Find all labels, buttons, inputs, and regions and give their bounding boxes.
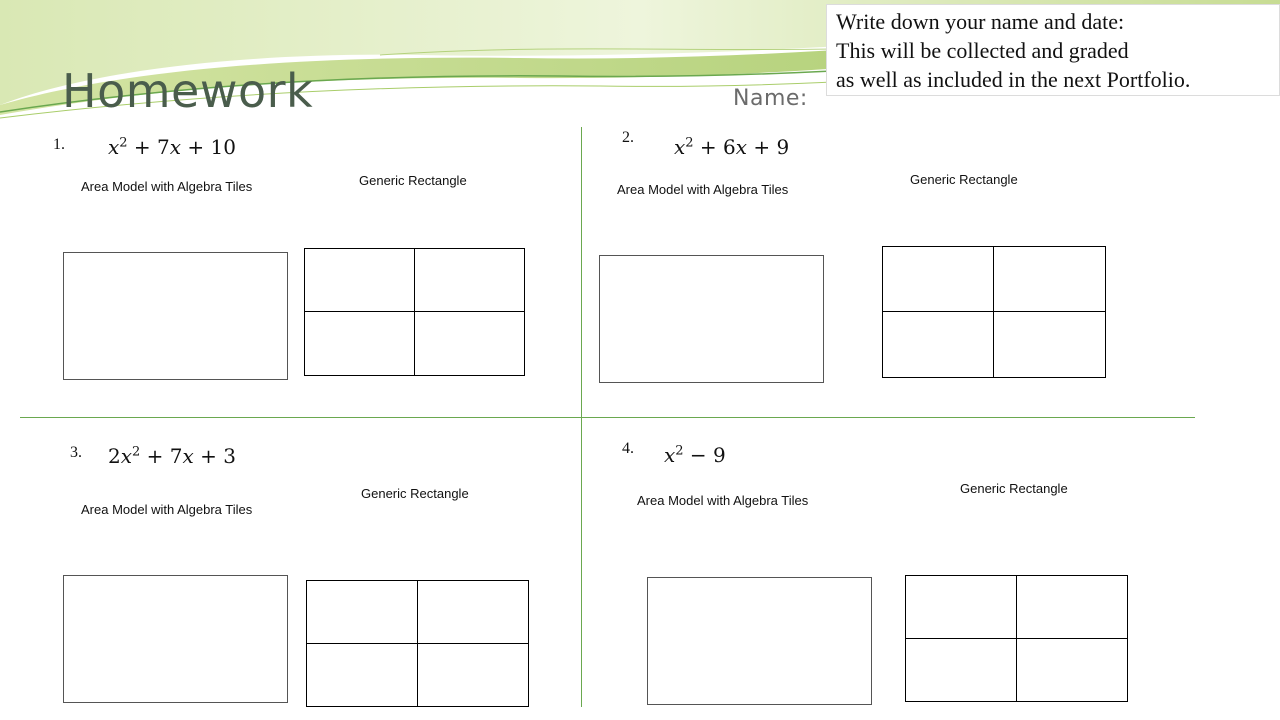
generic-rectangle[interactable] [905, 575, 1128, 702]
rectangle-cell[interactable] [906, 639, 1017, 702]
note-line: as well as included in the next Portfolio. [836, 67, 1191, 92]
rectangle-cell[interactable] [994, 247, 1105, 312]
problem-expression: $x^2 - 9$ [664, 443, 726, 467]
generic-rectangle-label: Generic Rectangle [359, 173, 467, 188]
problem-number: 2. [622, 129, 634, 146]
problem-expression: $x^2 + 6x + 9$ [674, 135, 790, 159]
instructions-note [826, 4, 1280, 96]
rectangle-cell[interactable] [415, 249, 525, 312]
generic-rectangle[interactable] [306, 580, 529, 707]
problem-number: 3. [70, 444, 82, 461]
generic-rectangle[interactable] [882, 246, 1106, 378]
generic-rectangle-label: Generic Rectangle [910, 172, 1018, 187]
rectangle-cell[interactable] [883, 247, 994, 312]
rectangle-cell[interactable] [418, 644, 529, 707]
area-model-box[interactable] [647, 577, 872, 705]
problem-expression: $2x^2 + 7x + 3$ [108, 444, 236, 468]
rectangle-cell[interactable] [883, 312, 994, 377]
area-model-box[interactable] [599, 255, 824, 383]
note-line: This will be collected and graded [836, 38, 1129, 63]
page-title: Homework [62, 64, 314, 118]
rectangle-cell[interactable] [305, 249, 415, 312]
problem-number: 1. [53, 136, 65, 153]
rectangle-cell[interactable] [415, 312, 525, 375]
generic-rectangle-label: Generic Rectangle [361, 486, 469, 501]
problem-expression: $x^2 + 7x + 10$ [108, 135, 236, 159]
rectangle-cell[interactable] [307, 581, 418, 644]
generic-rectangle[interactable] [304, 248, 525, 376]
rectangle-cell[interactable] [1017, 639, 1128, 702]
rectangle-cell[interactable] [305, 312, 415, 375]
name-label: Name: [733, 86, 808, 111]
area-model-box[interactable] [63, 575, 288, 703]
horizontal-divider [20, 417, 1195, 418]
area-model-box[interactable] [63, 252, 288, 380]
rectangle-cell[interactable] [418, 581, 529, 644]
rectangle-cell[interactable] [1017, 576, 1128, 639]
rectangle-cell[interactable] [906, 576, 1017, 639]
area-model-label: Area Model with Algebra Tiles [81, 502, 253, 517]
problem-number: 4. [622, 440, 634, 457]
note-line: Write down your name and date: [836, 9, 1125, 34]
rectangle-cell[interactable] [994, 312, 1105, 377]
area-model-label: Area Model with Algebra Tiles [637, 493, 809, 508]
rectangle-cell[interactable] [307, 644, 418, 707]
area-model-label: Area Model with Algebra Tiles [81, 179, 253, 194]
area-model-label: Area Model with Algebra Tiles [617, 182, 789, 197]
generic-rectangle-label: Generic Rectangle [960, 481, 1068, 496]
vertical-divider [581, 127, 582, 707]
